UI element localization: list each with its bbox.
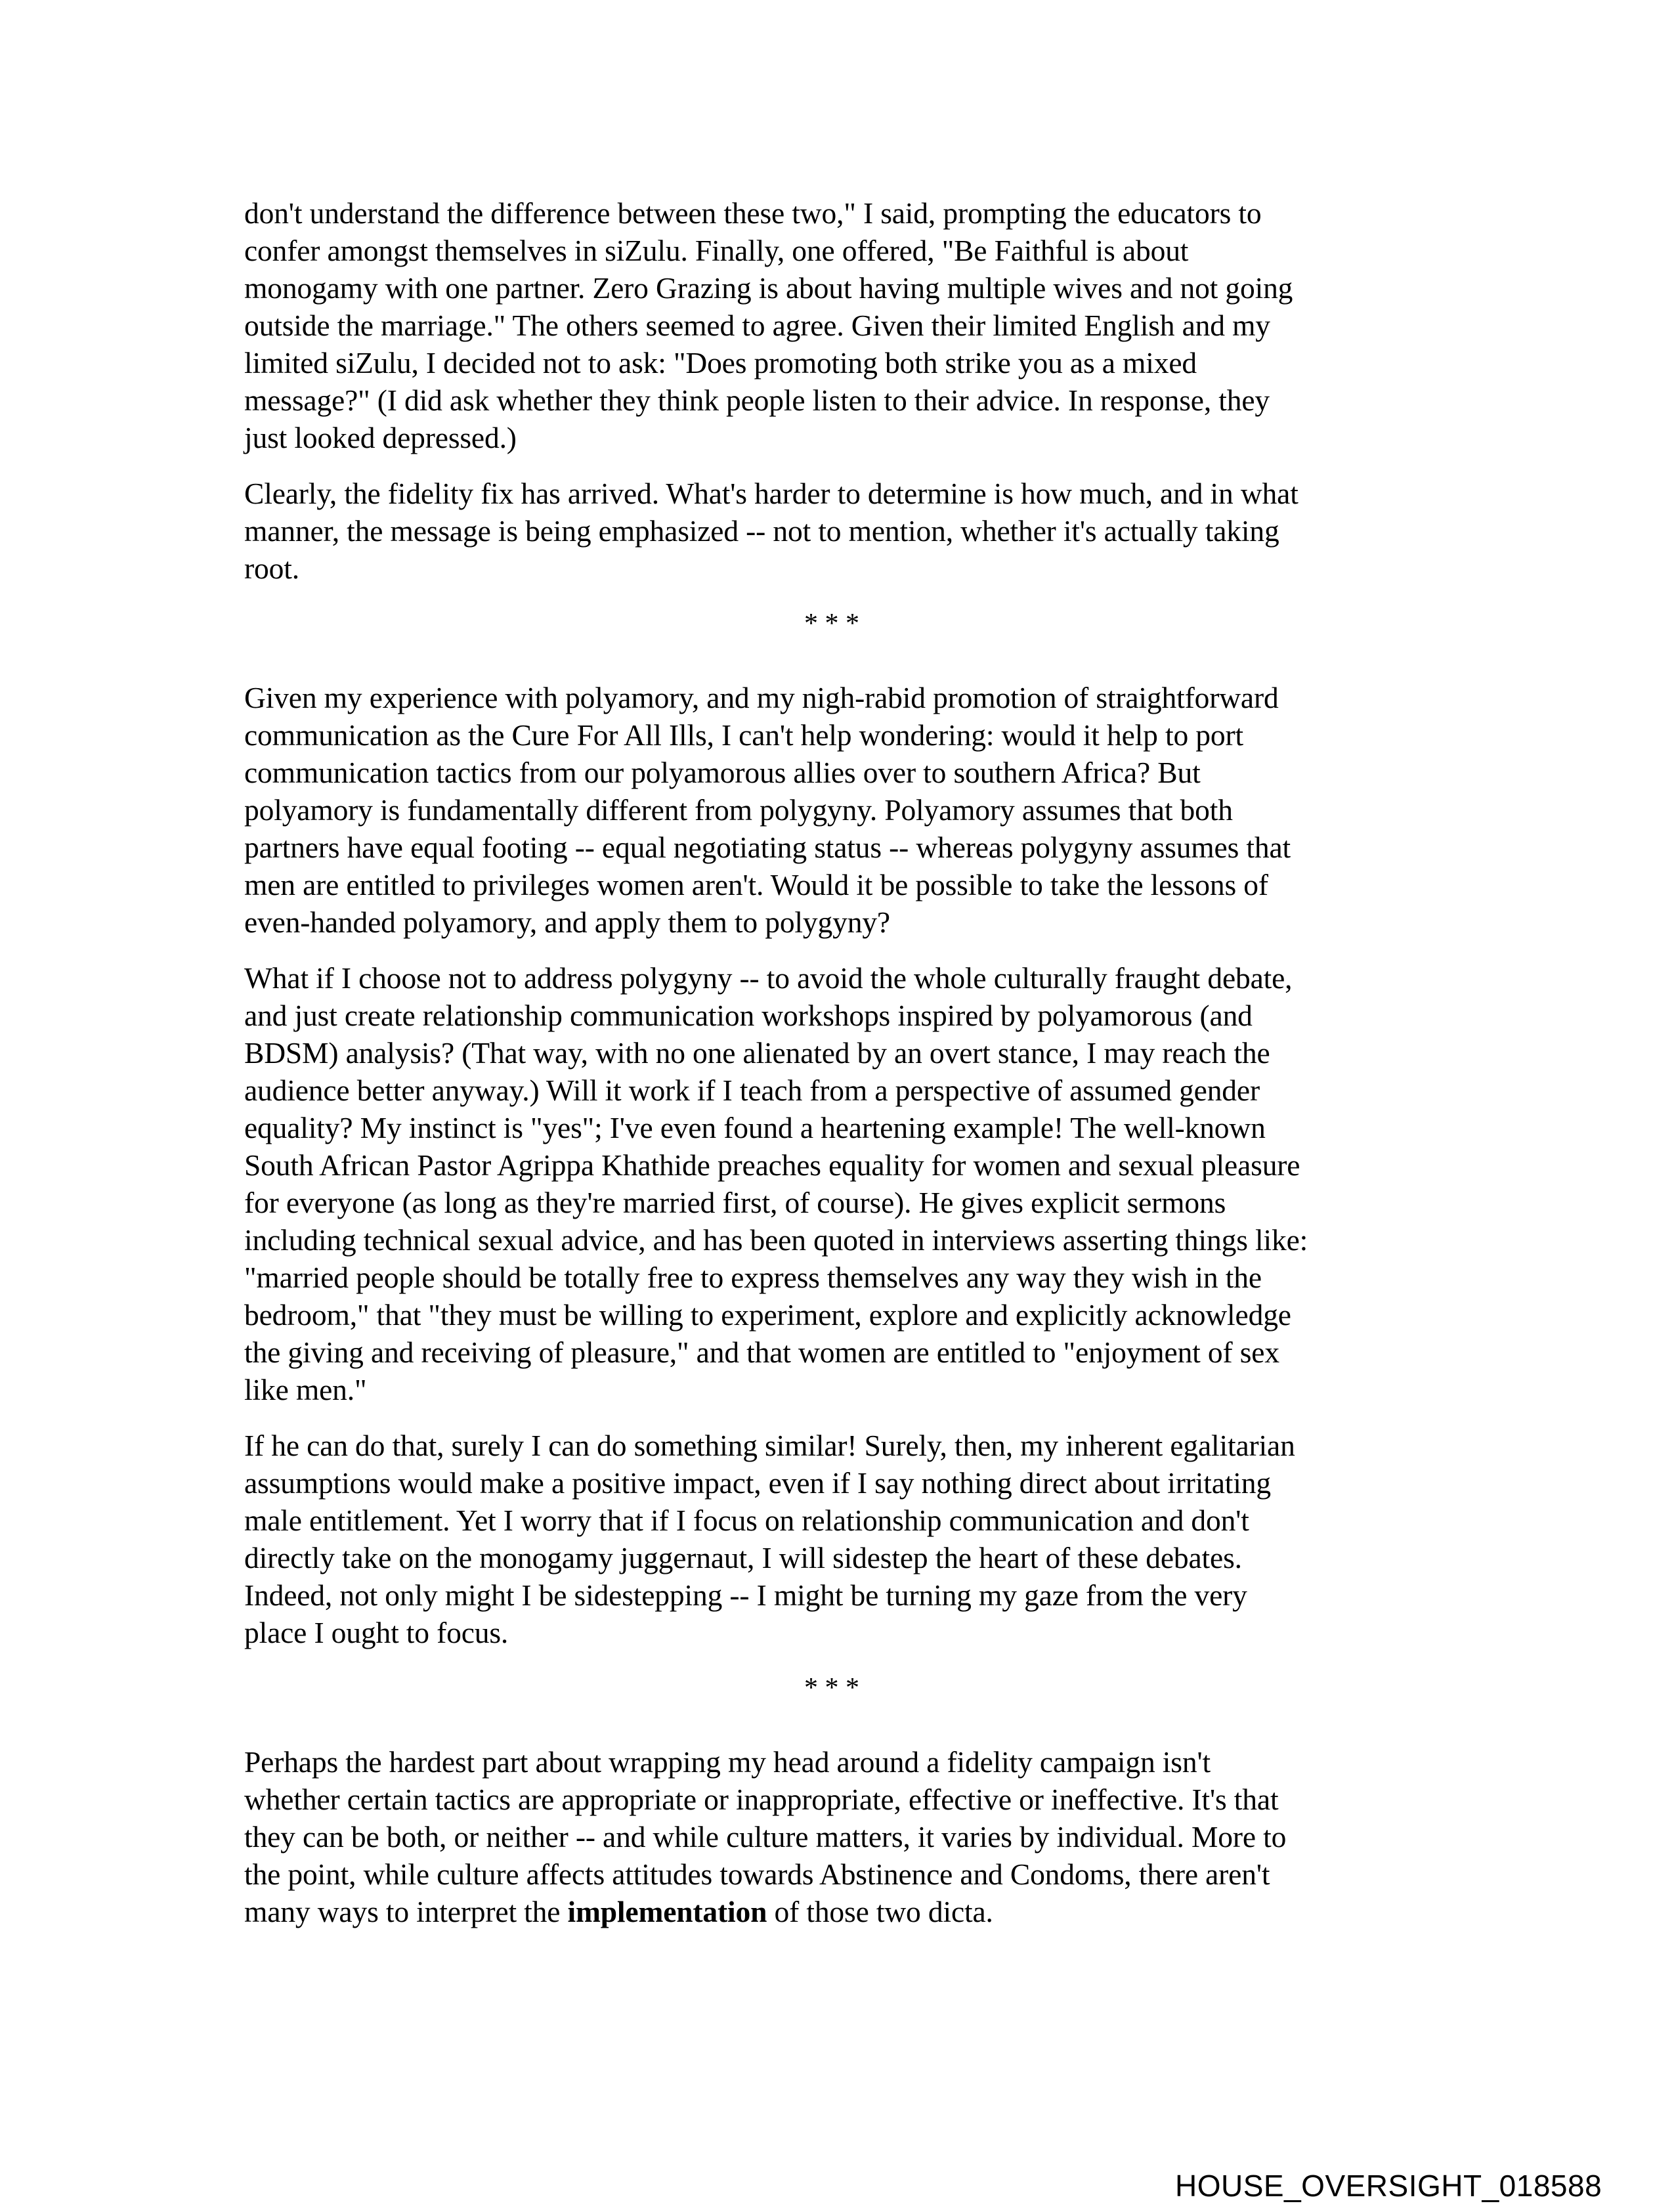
text-line: Clearly, the fidelity fix has arrived. What's harder to determine is how much, and in what <box>244 477 1298 510</box>
text-line: communication tactics from our polyamorous allies over to southern Africa? But <box>244 756 1201 789</box>
text-line: and just create relationship communication workshops inspired by polyamorous (and <box>244 999 1253 1032</box>
text-line: bedroom," that "they must be willing to experiment, explore and explicitly acknowledge <box>244 1298 1291 1332</box>
text-line: message?" (I did ask whether they think people listen to their advice. In response, they <box>244 383 1270 417</box>
bold-emphasis: implementation <box>567 1895 767 1928</box>
text-line: Perhaps the hardest part about wrapping my head around a fidelity campaign isn't <box>244 1745 1211 1779</box>
text-line: If he can do that, surely I can do something similar! Surely, then, my inherent egalitarian <box>244 1429 1295 1462</box>
text-line: monogamy with one partner. Zero Grazing is about having multiple wives and not going <box>244 271 1293 305</box>
text-line <box>244 1893 1419 1930</box>
text-line: male entitlement. Yet I worry that if I focus on relationship communication and don't <box>244 1504 1249 1537</box>
text-line: polyamory is fundamentally different from polygyny. Polyamory assumes that both <box>244 793 1233 827</box>
text-line: partners have equal footing -- equal negotiating status -- whereas polygyny assumes that <box>244 831 1291 864</box>
text-line: root. <box>244 552 299 585</box>
text-line: manner, the message is being emphasized -- not to mention, whether it's actually taking <box>244 514 1279 548</box>
text-line: whether certain tactics are appropriate or inappropriate, effective or ineffective. It's that <box>244 1783 1279 1816</box>
text-line: BDSM) analysis? (That way, with no one alienated by an overt stance, I may reach the <box>244 1036 1270 1070</box>
text-line: communication as the Cure For All Ills, I can't help wondering: would it help to port <box>244 718 1243 752</box>
text-line: confer amongst themselves in siZulu. Finally, one offered, "Be Faithful is about <box>244 234 1189 267</box>
text-line: What if I choose not to address polygyny -- to avoid the whole culturally fraught debate, <box>244 961 1293 995</box>
text-line: the point, while culture affects attitudes towards Abstinence and Condoms, there aren't <box>244 1857 1270 1891</box>
paragraph-educators-conversation <box>244 194 1419 456</box>
section-separator: * * * <box>804 609 859 639</box>
text-line: outside the marriage." The others seemed to agree. Given their limited English and my <box>244 309 1270 342</box>
text-line: including technical sexual advice, and has been quoted in interviews asserting things like: <box>244 1223 1308 1257</box>
text-line: audience better anyway.) Will it work if I teach from a perspective of assumed gender <box>244 1073 1260 1107</box>
text-run: many ways to interpret the <box>244 1895 568 1928</box>
text-line: they can be both, or neither -- and while culture matters, it varies by individual. More to <box>244 1820 1287 1854</box>
paragraph-fidelity-campaign <box>244 1743 1419 1930</box>
text-line: just looked depressed.) <box>244 421 517 454</box>
text-run: of those two dicta. <box>767 1895 993 1928</box>
text-line: Indeed, not only might I be sidestepping -- I might be turning my gaze from the very <box>244 1578 1247 1612</box>
paragraph-fidelity-fix <box>244 475 1419 587</box>
paragraph-workshops <box>244 959 1419 1408</box>
text-line: like men." <box>244 1373 367 1406</box>
text-line: men are entitled to privileges women aren't. Would it be possible to take the lessons of <box>244 868 1268 901</box>
text-line: Given my experience with polyamory, and my nigh-rabid promotion of straightforward <box>244 681 1279 714</box>
text-line: for everyone (as long as they're married first, of course). He gives explicit sermons <box>244 1186 1226 1219</box>
text-line: don't understand the difference between these two," I said, prompting the educators to <box>244 196 1262 230</box>
text-line: South African Pastor Agrippa Khathide preaches equality for women and sexual pleasure <box>244 1148 1300 1182</box>
text-line: even-handed polyamory, and apply them to polygyny? <box>244 905 890 939</box>
text-line: place I ought to focus. <box>244 1616 509 1649</box>
text-line: "married people should be totally free to express themselves any way they wish in the <box>244 1261 1262 1294</box>
paragraph-polyamory <box>244 679 1419 941</box>
section-separator: * * * <box>804 1673 859 1703</box>
bates-number-footer: HOUSE_OVERSIGHT_018588 <box>1175 2169 1602 2203</box>
text-line: limited siZulu, I decided not to ask: "Does promoting both strike you as a mixed <box>244 346 1197 380</box>
text-line: assumptions would make a positive impact, even if I say nothing direct about irritating <box>244 1466 1271 1500</box>
text-line: directly take on the monogamy juggernaut, I will sidestep the heart of these debates. <box>244 1541 1242 1574</box>
text-line: the giving and receiving of pleasure," and that women are entitled to "enjoyment of sex <box>244 1335 1279 1369</box>
document-page <box>244 194 1419 1949</box>
text-line: equality? My instinct is "yes"; I've even found a heartening example! The well-known <box>244 1111 1266 1144</box>
paragraph-egalitarian <box>244 1427 1419 1651</box>
